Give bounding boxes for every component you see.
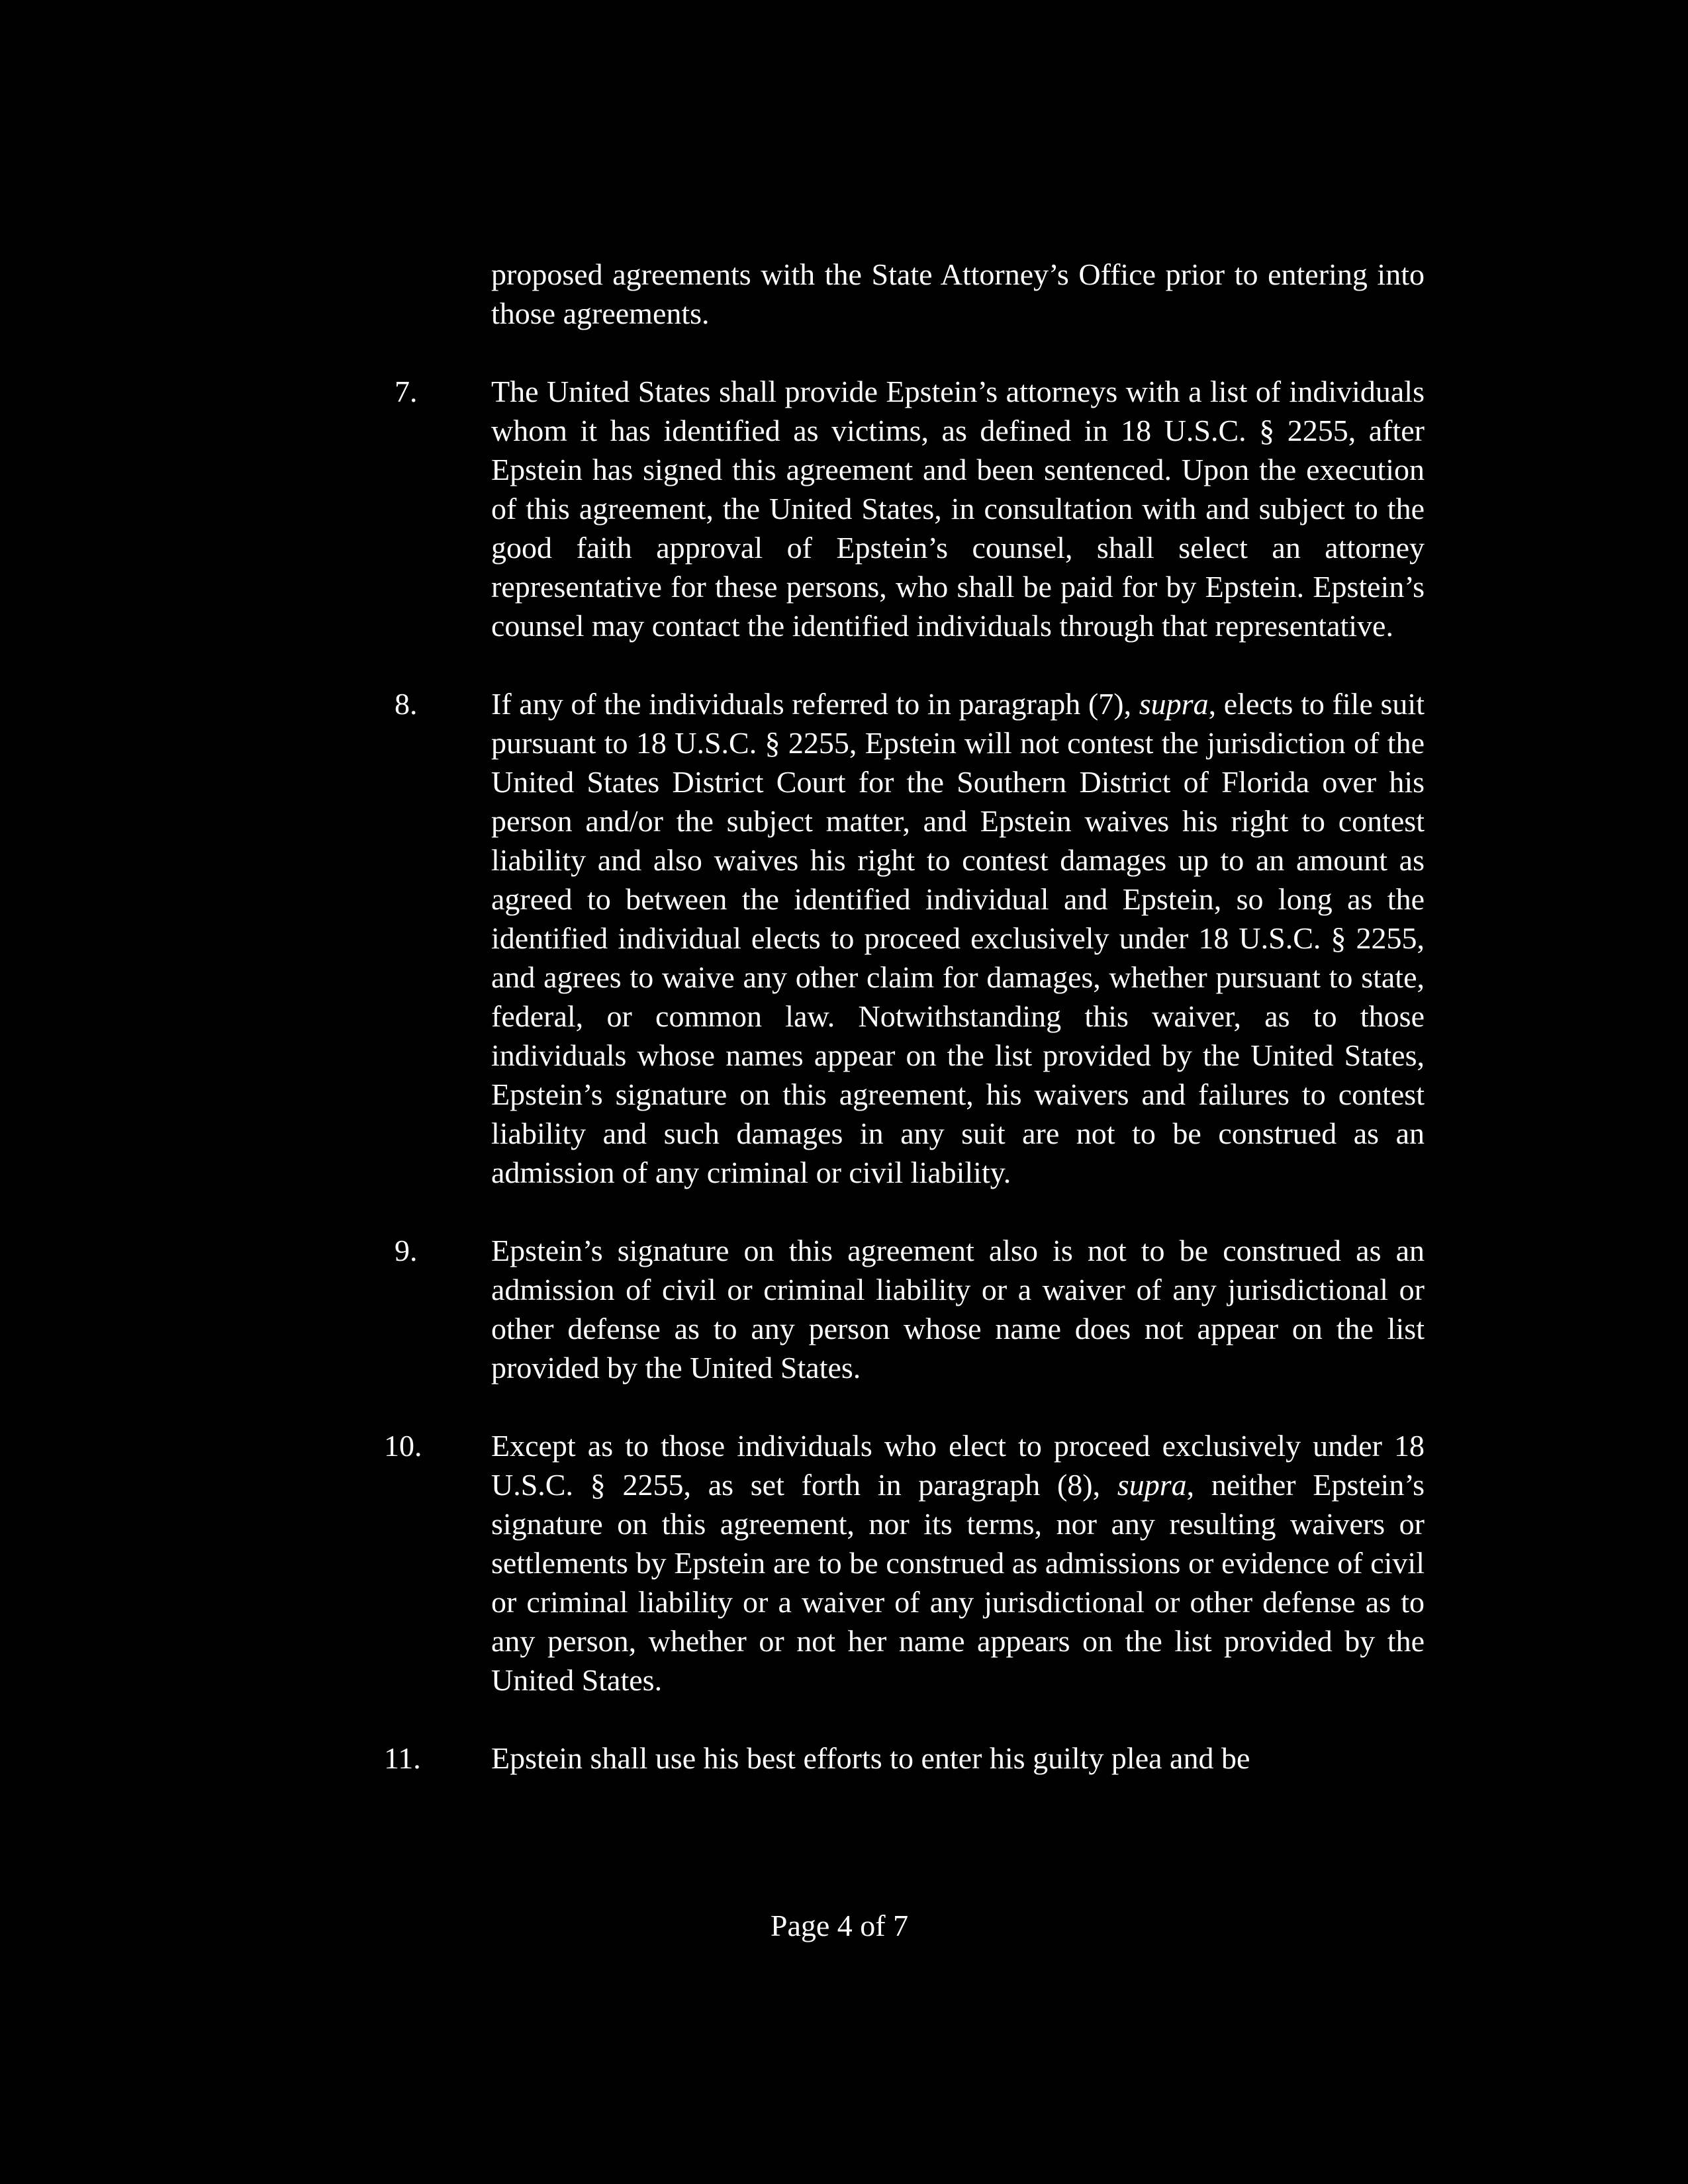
paragraph-text (491, 684, 1425, 1192)
paragraph-text-segment: The United States shall provide Epstein’s attorneys with a list of individuals whom it has identified as victims, as defined in 18 U.S.C. § 2255, after Epstein has signed this agreement and been sentenced. Upon the execution of this agreement, the United States, in consultation with and subject to the good faith approval of Epstein’s counsel, shall select an attorney representative for these persons, who shall be paid for by Epstein. Epstein’s counsel may contact the identified individuals through that representative. (491, 375, 1425, 643)
paragraph-number: 8. (395, 687, 418, 721)
paragraph-10 (384, 1426, 1425, 1700)
paragraph-7 (395, 372, 1425, 645)
paragraph-number: 7. (395, 375, 418, 408)
paragraph-text-segment: Epstein’s signature on this agreement also is not to be construed as an admission of civil or criminal liability or a waiver of any jurisdictional or other defense as to any person whose name does not appear on the list provided by the United States. (491, 1234, 1425, 1385)
paragraph-text-segment: Except as to those individuals who elect to proceed exclusively under 18 U.S.C. § 2255, as set forth in paragraph (8), (491, 1429, 1425, 1502)
paragraph-text-segment: Epstein shall use his best efforts to enter his guilty plea and be (491, 1741, 1250, 1775)
paragraph-text-segment: , neither Epstein’s signature on this agreement, nor its terms, nor any resulting waivers or settlements by Epstein are to be construed as admissions or evidence of civil or criminal liability or a waiver of any jurisdictional or other defense as to any person, whether or not her name appears on the list provided by the United States. (491, 1468, 1425, 1697)
continuation-paragraph (491, 255, 1425, 333)
paragraph-number: 11. (384, 1741, 421, 1775)
italic-citation: supra (1139, 687, 1209, 721)
paragraph-8 (395, 684, 1425, 1192)
paragraph-text (491, 372, 1425, 645)
paragraph-number: 9. (395, 1234, 418, 1267)
paragraph-11 (384, 1739, 1425, 1778)
page-number: Page 4 of 7 (770, 1909, 909, 1942)
paragraph-text (491, 1739, 1425, 1778)
continuation-text: proposed agreements with the State Attorney’s Office prior to entering into those agreements. (491, 257, 1425, 330)
paragraph-text (491, 1231, 1425, 1387)
paragraph-number: 10. (384, 1429, 422, 1463)
paragraph-9 (395, 1231, 1425, 1387)
paragraph-text-segment: , elects to file suit pursuant to 18 U.S.C. § 2255, Epstein will not contest the jurisdiction of the United States District Court for the Southern District of Florida over his person and/or the subject matter, and Epstein waives his right to contest liability and also waives his right to contest damages up to an amount as agreed to between the identified individual and Epstein, so long as the identified individual elects to proceed exclusively under 18 U.S.C. § 2255, and agrees to waive any other claim for damages, whether pursuant to state, federal, or common law. Notwithstanding this waiver, as to those individuals whose names appear on the list provided by the United States, Epstein’s signature on this agreement, his waivers and failures to contest liability and such damages in any suit are not to be construed as an admission of any criminal or civil liability. (491, 687, 1425, 1189)
paragraph-text (491, 1426, 1425, 1700)
italic-citation: supra (1117, 1468, 1187, 1502)
document-body (384, 255, 1425, 1817)
paragraph-text-segment: If any of the individuals referred to in paragraph (7), (491, 687, 1139, 721)
page-footer (0, 1906, 1688, 1945)
